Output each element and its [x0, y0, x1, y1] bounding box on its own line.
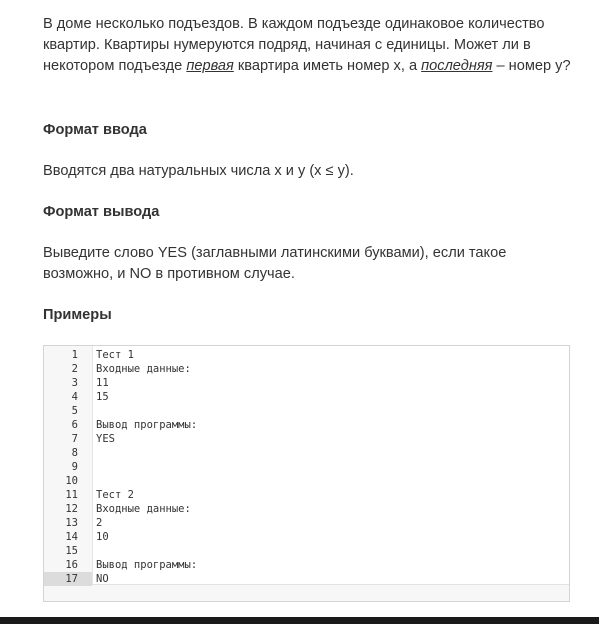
code-line[interactable] — [44, 460, 569, 474]
line-text: Тест 1 — [96, 349, 134, 361]
line-text: Входные данные: — [96, 363, 191, 375]
line-text: Входные данные: — [96, 503, 191, 515]
line-number: 6 — [71, 419, 78, 431]
line-number: 10 — [65, 475, 78, 487]
line-text: Тест 2 — [96, 489, 134, 501]
line-text: 10 — [96, 531, 109, 543]
line-number: 16 — [65, 559, 78, 571]
line-number: 5 — [71, 405, 78, 417]
line-number: 11 — [65, 489, 78, 501]
line-text: YES — [96, 433, 115, 445]
input-format-heading: Формат ввода — [43, 122, 147, 138]
code-line[interactable] — [44, 348, 569, 362]
line-number: 7 — [71, 433, 78, 445]
code-line[interactable] — [44, 432, 569, 446]
emphasis-first: первая — [186, 58, 234, 74]
code-line[interactable] — [44, 516, 569, 530]
examples-code-box[interactable] — [43, 345, 570, 602]
line-number: 14 — [65, 531, 78, 543]
code-line[interactable] — [44, 376, 569, 390]
line-number: 2 — [71, 363, 78, 375]
line-text: Вывод программы: — [96, 559, 198, 571]
code-line[interactable] — [44, 530, 569, 544]
problem-statement — [43, 14, 571, 77]
code-line[interactable] — [44, 418, 569, 432]
line-number: 8 — [71, 447, 78, 459]
code-line[interactable] — [44, 488, 569, 502]
code-line[interactable] — [44, 362, 569, 376]
emphasis-last: последняя — [421, 58, 493, 74]
line-number: 4 — [71, 391, 78, 403]
problem-content — [43, 14, 571, 323]
line-number: 17 — [65, 573, 78, 585]
code-line[interactable] — [44, 502, 569, 516]
code-line[interactable] — [44, 572, 569, 586]
line-number: 12 — [65, 503, 78, 515]
line-number: 9 — [71, 461, 78, 473]
line-number: 1 — [71, 349, 78, 361]
bottom-bar — [0, 617, 599, 624]
line-text: 15 — [96, 391, 109, 403]
code-line[interactable] — [44, 544, 569, 558]
line-text: Вывод программы: — [96, 419, 198, 431]
examples-heading: Примеры — [43, 307, 112, 323]
line-number: 3 — [71, 377, 78, 389]
code-line[interactable] — [44, 446, 569, 460]
line-text: 2 — [96, 517, 103, 529]
code-editor[interactable] — [44, 346, 569, 585]
code-line[interactable] — [44, 474, 569, 488]
line-number: 15 — [65, 545, 78, 557]
input-format-text: Вводятся два натуральных числа x и y (x ≤ y). — [43, 163, 354, 179]
code-line[interactable] — [44, 390, 569, 404]
problem-text-3: – номер y? — [492, 58, 571, 74]
line-text: NO — [96, 573, 109, 585]
output-format-heading: Формат вывода — [43, 204, 160, 220]
line-text: 11 — [96, 377, 109, 389]
code-line[interactable] — [44, 558, 569, 572]
output-format-text: Выведите слово YES (заглавными латинскими буквами), если такое возможно, и NO в противном случае. — [43, 245, 507, 282]
line-number: 13 — [65, 517, 78, 529]
code-line[interactable] — [44, 404, 569, 418]
problem-text-1: В доме несколько подъездов. В каждом подъезде одинаковое количество квартир. Квартиры нумеруются подряд, начиная с единицы. Может ли в некотором подъезде — [43, 16, 545, 74]
problem-text-2: квартира иметь номер x, а — [233, 58, 422, 74]
